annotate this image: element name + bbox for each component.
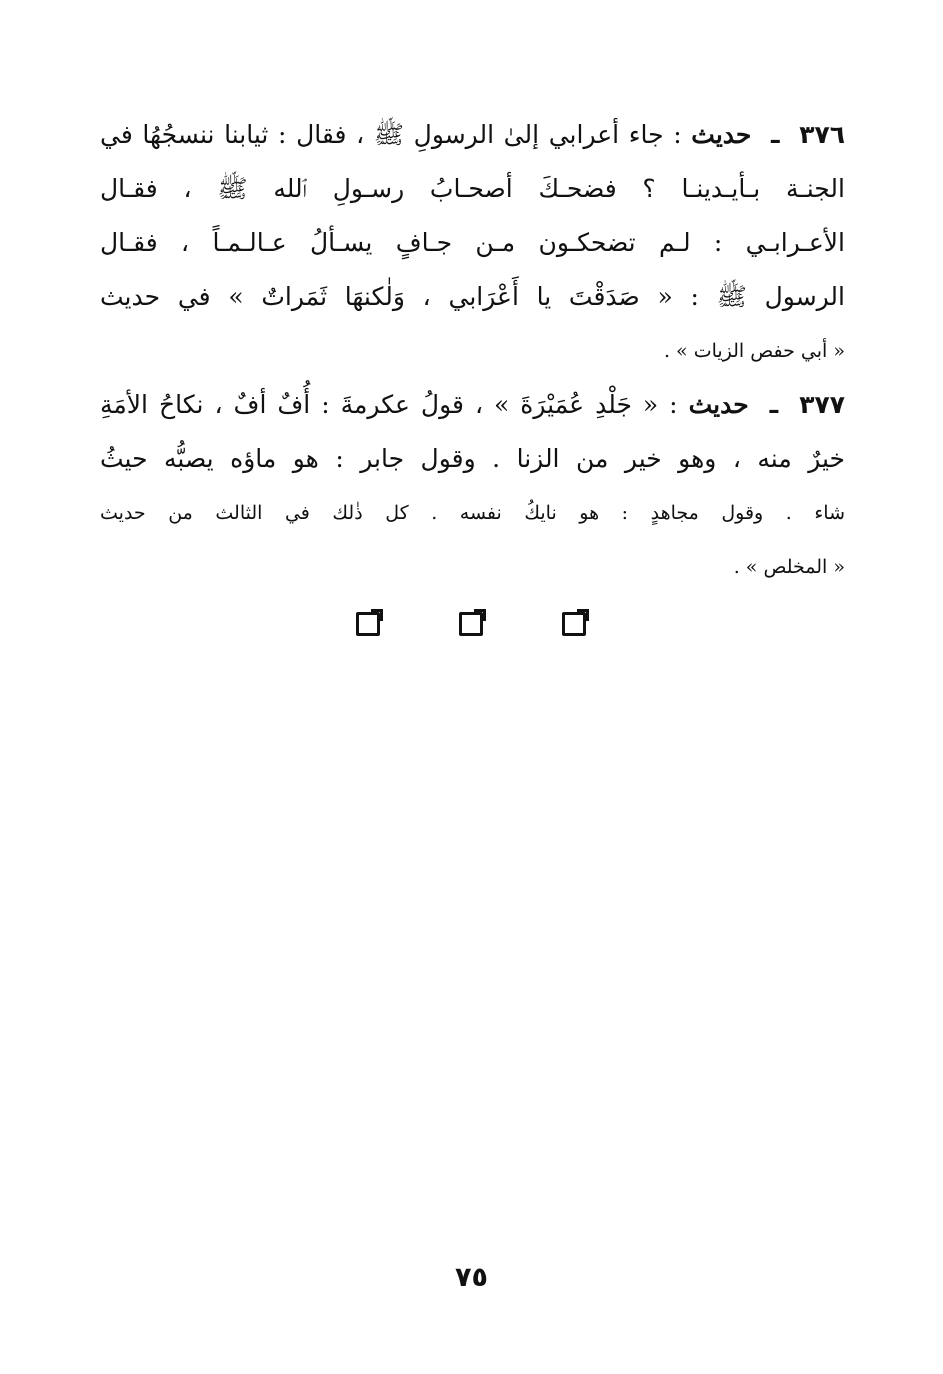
entry-text: : « جَلْدِ عُمَيْرَةَ » ، قولُ عكرمةَ : أُفٌ أفٌ ، نكاحُ الأمَةِ <box>100 390 678 419</box>
entry-line <box>100 108 845 162</box>
entry-line: خيرٌ منه ، وهو خير من الزنا . وقول جابر : هو ماؤه يصبُّه حيثُ <box>100 444 845 473</box>
entry-line: الرسول ﷺ : « صَدَقْتَ يا أَعْرَابي ، وَلٰكنهَا ثَمَراتٌ » في حديث <box>100 282 845 311</box>
entry-dash: ـ <box>771 120 780 149</box>
entry-line: شاء . وقول مجاهدٍ : هو نايكُ نفسه . كل ذٰلك في الثالث من حديث <box>100 502 845 524</box>
page-number: ٧٥ <box>455 1262 488 1293</box>
entry-line: الأعـرابـي : لـم تضحكـون مـن جـافٍ يسـألُ عـالـمـاً ، فقـال <box>100 228 845 257</box>
entry-text: : جاء أعرابي إلىٰ الرسولِ ﷺ ، فقال : ثيابنا ننسجُهُا في <box>100 120 682 149</box>
entry-dash: ـ <box>769 390 779 419</box>
entry-line: « المخلص » . <box>733 556 845 578</box>
entry-keyword: حديث <box>691 120 752 149</box>
entry-number: ٣٧٧ <box>799 390 845 419</box>
entry-number: ٣٧٦ <box>799 120 845 149</box>
entry-keyword: حديث <box>688 390 749 419</box>
entry-line <box>100 378 845 432</box>
hadith-entry-377 <box>100 378 845 594</box>
entry-line: الجنـة بـأيـدينـا ؟ فضحـكَ أصحـابُ رسـولِ ٱلله ﷺ ، فقـال <box>100 174 845 203</box>
box-ornament-icon <box>459 612 483 636</box>
hadith-entry-376 <box>100 108 845 378</box>
section-divider <box>0 612 943 642</box>
box-ornament-icon <box>356 612 380 636</box>
box-ornament-icon <box>562 612 586 636</box>
entry-line: « أبي حفص الزيات » . <box>663 340 845 362</box>
